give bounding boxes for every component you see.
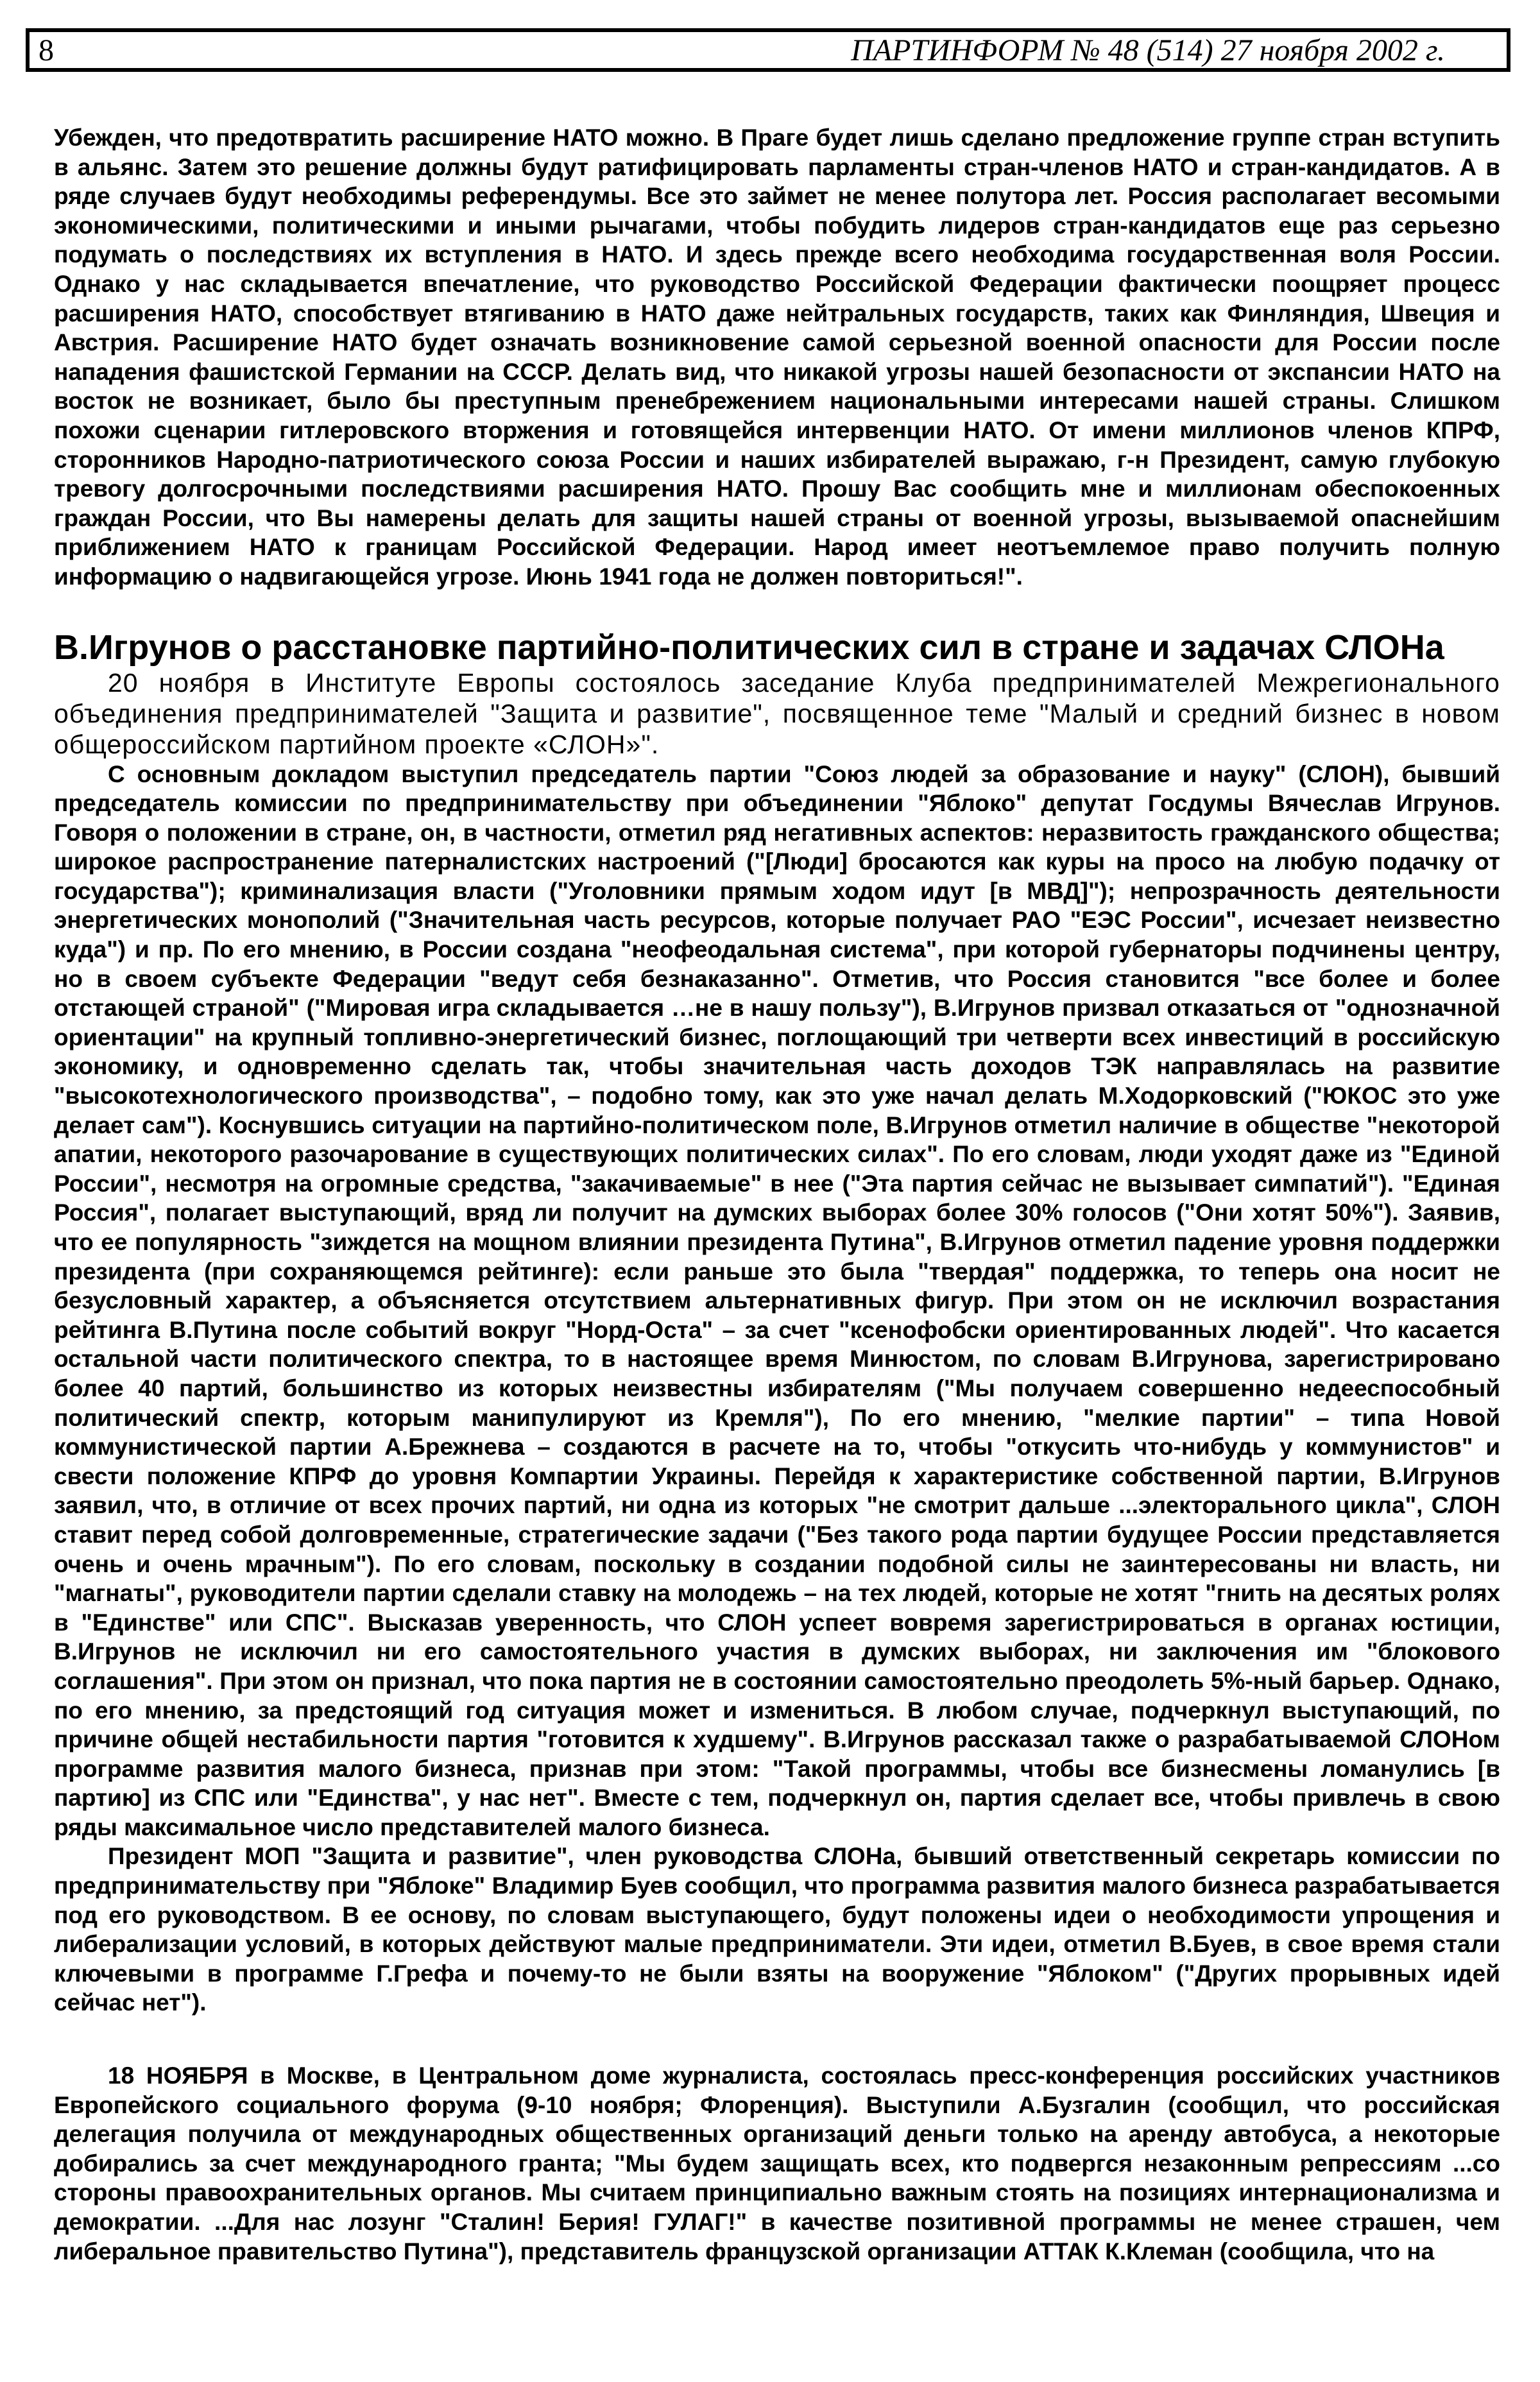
page-number: 8 — [38, 33, 54, 67]
publication-title: ПАРТИНФОРМ № 48 (514) 27 ноября 2002 г. — [851, 33, 1445, 67]
page-header — [26, 28, 1510, 72]
article2-title: В.Игрунов о расстановке партийно-политических сил в стране и задачах СЛОНа — [54, 628, 1444, 667]
article2-intro: 20 ноября в Институте Европы состоялось заседание Клуба предпринимателей Межрегионального объединения предпринимателей "Защита и развитие", посвященное теме "Малый и средний бизнес в новом общероссийском партийном проекте «СЛОН»". — [54, 667, 1500, 759]
article3-paragraph: 18 НОЯБРЯ в Москве, в Центральном доме журналиста, состоялась пресс-конференция российских участников Европейского социального форума (9-10 ноября; Флоренция). Выступили А.Бузгалин (сообщил, что российская делегация получила от международных общественных организаций деньги только на аренду автобуса, а некоторые добирались за счет международного гранта; "Мы будем защищать всех, кто подвергся незаконным репрессиям ...со стороны правоохранительных органов. Мы считаем принципиально важным стоять на позициях интернационализма и демократии. ...Для нас лозунг "Сталин! Берия! ГУЛАГ!" в качестве позитивной программы не менее страшен, чем либеральное правительство Путина"), представитель французской организации АТТАК К.Клеман (сообщила, что на — [54, 2062, 1500, 2265]
article2-paragraph1: С основным докладом выступил председатель партии "Союз людей за образование и науку" (СЛОН), бывший председатель комиссии по предпринимательству при объединении "Яблоко" депутат Госдумы Вячеслав Игрунов. Говоря о положении в стране, он, в частности, отметил ряд негативных аспектов: неразвитость гражданского общества; широкое распространение патерналистских настроений ("[Люди] бросаются как куры на просо на любую подачку от государства"); криминализация власти ("Уголовники прямым ходом идут [в МВД]"); непрозрачность деятельности энергетических монополий ("Значительная часть ресурсов, которые получает РАО "ЕЭС России", исчезает неизвестно куда") и пр. По его мнению, в России создана "неофеодальная система", при которой губернаторы подчинены центру, но в своем субъекте Федерации "ведут себя безнаказанно". Отметив, что Россия становится "все более и более отстающей страной" ("Мировая игра складывается …не в нашу пользу"), В.Игрунов призвал отказаться от "однозначной ориентации" на крупный топливно-энергетический бизнес, поглощающий три четверти всех инвестиций в российскую экономику, и одновременно сделать так, чтобы значительная часть доходов ТЭК направлялась на развитие "высокотехнологического производства", – подобно тому, как это уже начал делать М.Ходорковский ("ЮКОС это уже делает сам"). Коснувшись ситуации на партийно-политическом поле, В.Игрунов отметил наличие в обществе "некоторой апатии, некоторого разочарование в существующих политических силах". По его словам, люди уходят даже из "Единой России", несмотря на огромные средства, "закачиваемые" в нее ("Эта партия сейчас не вызывает симпатий"). "Единая Россия", полагает выступающий, вряд ли получит на думских выборах более 30% голосов ("Они хотят 50%"). Заявив, что ее популярность "зиждется на мощном влиянии президента Путина", В.Игрунов отметил падение уровня поддержки президента (при сохраняющемся рейтинге): если раньше это была "твердая" поддержка, то теперь она носит не безусловный характер, а объясняется отсутствием альтернативных фигур. При этом он не исключил возрастания рейтинга В.Путина после событий вокруг "Норд-Оста" – за счет "ксенофобски ориентированных людей". Что касается остальной части политического спектра, то в настоящее время Минюстом, по словам В.Игрунова, зарегистрировано более 40 партий, большинство из которых неизвестны избирателям ("Мы получаем совершенно недееспособный политический спектр, которым манипулируют из Кремля"), По его мнению, "мелкие партии" – типа Новой коммунистической партии А.Брежнева – создаются в расчете на то, чтобы "откусить что-нибудь у коммунистов" и свести положение КПРФ до уровня Компартии Украины. Перейдя к характеристике собственной партии, В.Игрунов заявил, что, в отличие от всех прочих партий, ни одна из которых "не смотрит дальше ...электорального цикла", СЛОН ставит перед собой долговременные, стратегические задачи ("Без такого рода партии будущее России представляется очень и очень мрачным"). По его словам, поскольку в создании подобной силы не заинтересованы ни власть, ни "магнаты", руководители партии сделали ставку на молодежь – на тех людей, которые не хотят "гнить на десятых ролях в "Единстве" или СПС". Высказав уверенность, что СЛОН успеет вовремя зарегистрироваться в органах юстиции, В.Игрунов не исключил ни его самостоятельного участия в думских выборах, ни заключения им "блокового соглашения". При этом он признал, что пока партия не в состоянии самостоятельно преодолеть 5%-ный барьер. Однако, по его мнению, за предстоящий год ситуация может и измениться. В любом случае, подчеркнул выступающий, по причине общей нестабильности партия "готовится к худшему". В.Игрунов рассказал также о разрабатываемой СЛОНом программе развития малого бизнеса, признав при этом: "Такой программы, чтобы все бизнесмены ломанулись [в партию] из СПС или "Единства", у нас нет". Вместе с тем, подчеркнул он, партия сделает все, чтобы привлечь в свою ряды максимальное число представителей малого бизнеса. — [54, 760, 1500, 1840]
section-spacer — [54, 2018, 1500, 2061]
article-body — [54, 123, 1500, 2266]
article2-paragraph2: Президент МОП "Защита и развитие", член руководства СЛОНа, бывший ответственный секретарь комиссии по предпринимательству при "Яблоке" Владимир Буев сообщил, что программа развития малого бизнеса разрабатывается под его руководством. В ее основу, по словам выступающего, будут положены идеи о необходимости упрощения и либерализации условий, в которых действуют малые предприниматели. Эти идеи, отметил В.Буев, в свое время стали ключевыми в программе Г.Грефа и почему-то не были взяты на вооружение "Яблоком" ("Других прорывных идей сейчас нет"). — [54, 1843, 1500, 2016]
article1-paragraph: Убежден, что предотвратить расширение НАТО можно. В Праге будет лишь сделано предложение группе стран вступить в альянс. Затем это решение должны будут ратифицировать парламенты стран-членов НАТО и стран-кандидатов. А в ряде случаев будут необходимы референдумы. Все это займет не менее полутора лет. Россия располагает весомыми экономическими, политическими и иными рычагами, чтобы побудить лидеров стран-кандидатов еще раз серьезно подумать о последствиях их вступления в НАТО. И здесь прежде всего необходима государственная воля России. Однако у нас складывается впечатление, что руководство Российской Федерации фактически поощряет процесс расширения НАТО, способствует втягиванию в НАТО даже нейтральных государств, таких как Финляндия, Швеция и Австрия. Расширение НАТО будет означать возникновение самой серьезной военной опасности для России после нападения фашистской Германии на СССР. Делать вид, что никакой угрозы нашей безопасности от экспансии НАТО на восток не возникает, было бы преступным пренебрежением национальными интересами нашей страны. Слишком похожи сценарии гитлеровского вторжения и готовящейся интервенции НАТО. От имени миллионов членов КПРФ, сторонников Народно-патриотического союза России и наших избирателей выражаю, г-н Президент, самую глубокую тревогу долгосрочными последствиями расширения НАТО. Прошу Вас сообщить мне и миллионам обеспокоенных граждан России, что Вы намерены делать для защиты нашей страны от военной угрозы, вызываемой опаснейшим приближением НАТО к границам Российской Федерации. Народ имеет неотъемлемое право получить полную информацию о надвигающейся угрозе. Июнь 1941 года не должен повториться!". — [54, 124, 1500, 590]
section-spacer — [54, 592, 1500, 628]
